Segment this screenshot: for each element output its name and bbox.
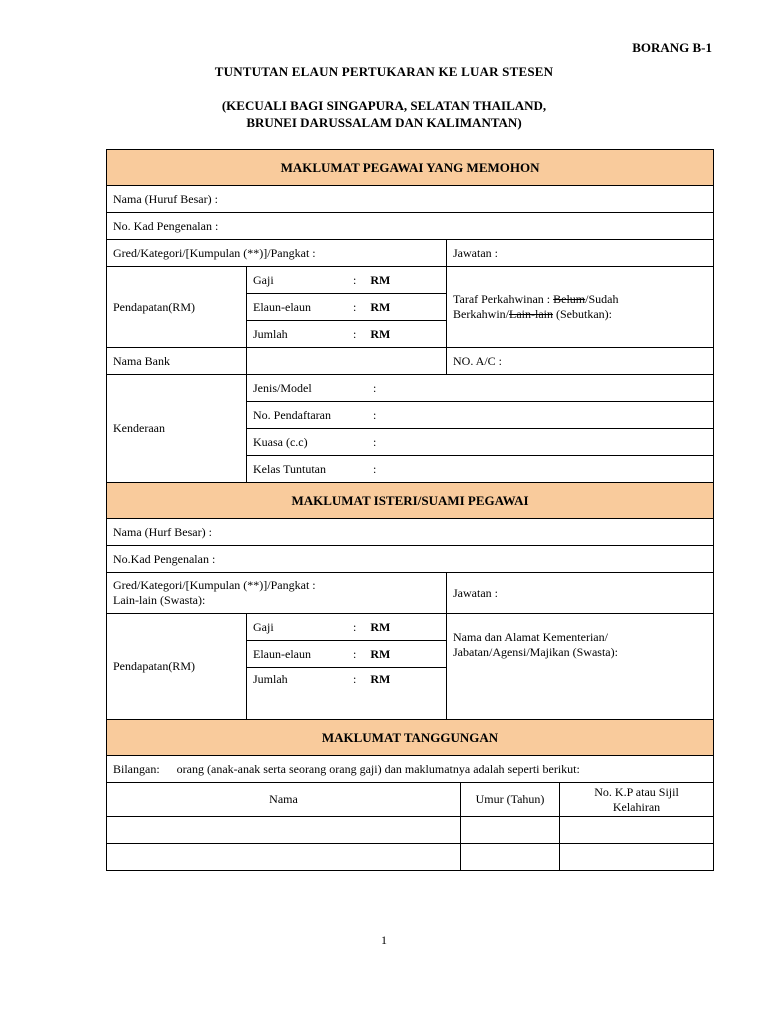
spouse-name-field[interactable] bbox=[107, 519, 714, 546]
dependent-row-2-name[interactable] bbox=[107, 844, 461, 871]
vehicle-cc-label: Kuasa (c.c) bbox=[253, 434, 308, 449]
vehicle-cc-field[interactable] bbox=[247, 429, 714, 456]
vehicle-class-field[interactable] bbox=[247, 456, 714, 483]
currency-label: RM bbox=[370, 646, 391, 661]
colon: : bbox=[353, 272, 357, 287]
subtitle-line-2: BRUNEI DARUSSALAM DAN KALIMANTAN) bbox=[246, 115, 522, 130]
colon: : bbox=[353, 299, 357, 314]
vehicle-model-field[interactable] bbox=[247, 375, 714, 402]
vehicle-reg-field[interactable] bbox=[247, 402, 714, 429]
page-number: 1 bbox=[381, 933, 387, 947]
currency-label: RM bbox=[370, 619, 391, 634]
vehicle-label: Kenderaan bbox=[107, 375, 247, 483]
bank-name-label: Nama Bank bbox=[107, 348, 247, 375]
officer-grade-label: Gred/Kategori/[Kumpulan (**)]/Pangkat : bbox=[113, 245, 316, 260]
currency-label: RM bbox=[370, 299, 391, 314]
spouse-salary-field[interactable] bbox=[247, 614, 447, 641]
account-number-field[interactable] bbox=[447, 348, 714, 375]
bank-name-field[interactable] bbox=[247, 348, 447, 375]
dependents-col-ic-line-1: No. K.P atau Sijil bbox=[594, 784, 679, 799]
marital-married-option: Berkahwin/ bbox=[453, 307, 509, 321]
dependent-row-2-age[interactable] bbox=[461, 844, 560, 871]
spouse-position-label: Jawatan : bbox=[453, 585, 498, 600]
salary-label: Gaji bbox=[253, 619, 274, 634]
currency-label: RM bbox=[370, 326, 391, 341]
form-code: BORANG B-1 bbox=[632, 40, 712, 55]
colon: : bbox=[353, 326, 357, 341]
spouse-ic-field[interactable] bbox=[107, 546, 714, 573]
currency-label: RM bbox=[370, 272, 391, 287]
officer-position-field[interactable] bbox=[447, 240, 714, 267]
vehicle-reg-label: No. Pendaftaran bbox=[253, 407, 331, 422]
spouse-grade-field[interactable] bbox=[107, 573, 447, 614]
spouse-employer-line-1: Nama dan Alamat Kementerian/ bbox=[453, 630, 608, 644]
dependents-col-name: Nama bbox=[107, 783, 461, 817]
dependent-row-1-ic[interactable] bbox=[560, 817, 714, 844]
spouse-employer-field[interactable] bbox=[447, 614, 714, 720]
marital-prefix: Taraf Perkahwinan : bbox=[453, 292, 551, 306]
dependent-row-2-ic[interactable] bbox=[560, 844, 714, 871]
account-number-label: NO. A/C : bbox=[453, 353, 503, 368]
spouse-name-label: Nama (Hurf Besar) : bbox=[113, 524, 212, 539]
form-subtitle bbox=[0, 97, 768, 131]
allowance-label: Elaun-elaun bbox=[253, 299, 311, 314]
colon: : bbox=[373, 461, 377, 476]
colon: : bbox=[353, 672, 357, 686]
subtitle-line-1: (KECUALI BAGI SINGAPURA, SELATAN THAILAND, bbox=[221, 98, 547, 113]
currency-label: RM bbox=[370, 672, 391, 686]
marital-single-option: Belum bbox=[553, 292, 586, 306]
dependents-col-ic-line-2: Kelahiran bbox=[612, 799, 661, 814]
marital-suffix: (Sebutkan): bbox=[555, 307, 612, 321]
salary-label: Gaji bbox=[253, 272, 274, 287]
officer-salary-field[interactable] bbox=[247, 267, 447, 294]
total-label: Jumlah bbox=[253, 326, 288, 341]
dependents-col-age: Umur (Tahun) bbox=[461, 783, 560, 817]
claim-form-table bbox=[106, 149, 714, 871]
dependents-count-field[interactable] bbox=[107, 756, 714, 783]
officer-position-label: Jawatan : bbox=[453, 245, 498, 260]
officer-name-field[interactable] bbox=[107, 186, 714, 213]
spouse-allowance-field[interactable] bbox=[247, 641, 447, 668]
marital-other-option: Lain-lain bbox=[509, 307, 553, 321]
form-title: TUNTUTAN ELAUN PERTUKARAN KE LUAR STESEN bbox=[214, 64, 554, 79]
spouse-ic-label: No.Kad Pengenalan : bbox=[113, 551, 216, 566]
section-dependents-heading: MAKLUMAT TANGGUNGAN bbox=[107, 720, 714, 756]
spouse-employer-line-2: Jabatan/Agensi/Majikan (Swasta): bbox=[453, 645, 618, 659]
dependent-row-1-age[interactable] bbox=[461, 817, 560, 844]
officer-allowance-field[interactable] bbox=[247, 294, 447, 321]
officer-ic-field[interactable] bbox=[107, 213, 714, 240]
officer-grade-field[interactable] bbox=[107, 240, 447, 267]
dependents-count-text: orang (anak-anak serta seorang orang gaji) dan maklumatnya adalah seperti berikut: bbox=[176, 761, 580, 776]
vehicle-model-label: Jenis/Model bbox=[253, 380, 312, 395]
allowance-label: Elaun-elaun bbox=[253, 646, 311, 661]
marital-separator: /Sudah bbox=[585, 292, 619, 306]
colon: : bbox=[373, 407, 377, 422]
colon: : bbox=[353, 619, 357, 634]
total-label: Jumlah bbox=[253, 672, 288, 686]
spouse-grade-label: Gred/Kategori/[Kumpulan (**)]/Pangkat : bbox=[113, 578, 316, 592]
officer-total-field[interactable] bbox=[247, 321, 447, 348]
vehicle-class-label: Kelas Tuntutan bbox=[253, 461, 327, 476]
officer-ic-label: No. Kad Pengenalan : bbox=[113, 218, 219, 233]
spouse-other-label: Lain-lain (Swasta): bbox=[113, 593, 206, 607]
spouse-position-field[interactable] bbox=[447, 573, 714, 614]
colon: : bbox=[373, 380, 377, 395]
colon: : bbox=[353, 646, 357, 661]
colon: : bbox=[373, 434, 377, 449]
dependents-count-label: Bilangan: bbox=[113, 761, 160, 776]
section-spouse-heading: MAKLUMAT ISTERI/SUAMI PEGAWAI bbox=[107, 483, 714, 519]
dependents-col-ic bbox=[560, 783, 714, 817]
spouse-income-label: Pendapatan(RM) bbox=[107, 614, 247, 720]
spouse-total-field[interactable] bbox=[247, 668, 447, 720]
section-officer-heading: MAKLUMAT PEGAWAI YANG MEMOHON bbox=[107, 150, 714, 186]
officer-name-label: Nama (Huruf Besar) : bbox=[113, 191, 218, 206]
officer-income-label: Pendapatan(RM) bbox=[107, 267, 247, 348]
marital-status-field[interactable] bbox=[447, 267, 714, 348]
dependent-row-1-name[interactable] bbox=[107, 817, 461, 844]
